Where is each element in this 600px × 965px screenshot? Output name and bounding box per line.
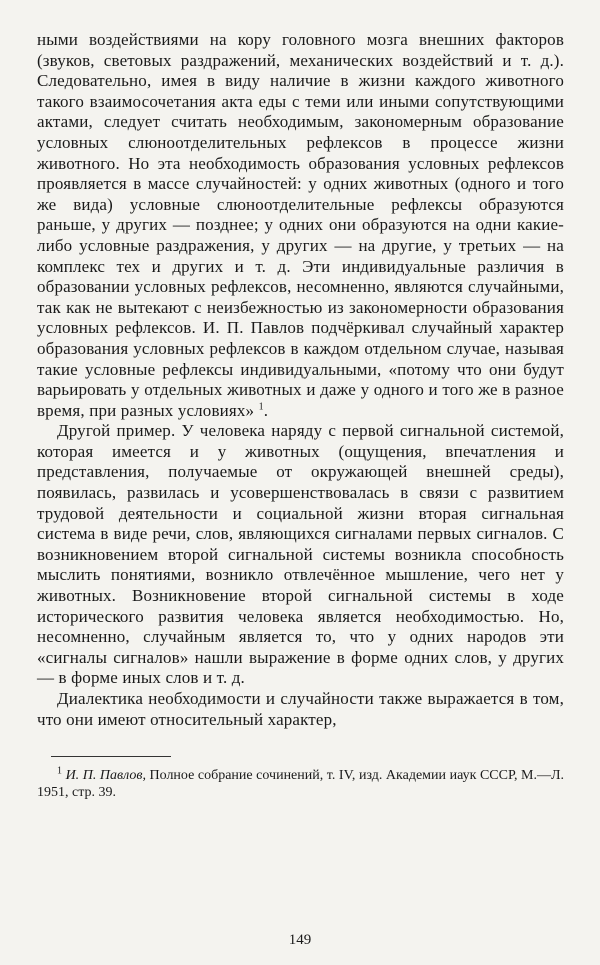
footnote-divider (51, 756, 171, 757)
paragraph-1: ными воздействиями на кору головного мозга внешних факторов (звуков, световых раздражений, механических воздействий и т. д.). Следовательно, имея в виду наличие в жизни каждого животного такого взаимосочетания акта еды с теми или иными сопутствующими актами, следует считать необходимым, закономерным образование условных слюноотделительных рефлексов в процессе жизни животного. Но эта необходимость образования условных рефлексов проявляется в массе случайностей: у одних животных (одного и того же вида) условные слюноотделительные рефлексы образуются раньше, у других — позднее; у одних они образуются на одни какие-либо условные раздражения, у других — на другие, у третьих — на комплекс тех и других и т. д. Эти индивидуальные различия в образовании условных рефлексов, несомненно, являются случайными, так как не вытекают с неизбежностью из закономерности образования условных рефлексов. И. П. Павлов подчёркивал случайный характер образования условных рефлексов в каждом отдельном случае, называя такие условные рефлексы индивидуальными, «потому что они будут варьировать у отдельных животных и даже у одного и того же в разное время, при разных условиях» $^1$. (37, 30, 564, 420)
main-text (37, 30, 564, 730)
footnote-text: Полное собрание сочинений, т. IV, изд. Академии иаук СССР, М.—Л. 1951, стр. 39. (37, 768, 564, 801)
paragraph-3: Диалектика необходимости и случайности также выражается в том, что они имеют относительный характер, (37, 689, 564, 729)
page-number: 149 (288, 932, 312, 948)
paragraph-2: Другой пример. У человека наряду с первой сигнальной системой, которая имеется и у животных (ощущения, впечатления и представления, получаемые от окружающей внешней среды), появилась, развилась и усовершенствовалась в связи с развитием трудовой деятельности и социальной жизни вторая сигнальная система в виде речи, слов, являющихся сигналами первых сигналов. С возникновением второй сигнальной системы возникла способность мыслить понятиями, возникло отвлечённое мышление, чего нет у животных. Возникновение второй сигнальной системы в ходе исторического развития человека является необходимостью. Но, несомненно, случайным является то, что у одних народов эти «сигналы сигналов» нашли выражение в форме одних слов, у других — в форме иных слов и т. д. (37, 421, 564, 688)
footnote-marker: 1 (57, 765, 62, 777)
footnote (37, 767, 564, 801)
footnote-author: И. П. Павлов, (65, 768, 146, 784)
footnote-reference: 1 (258, 401, 264, 413)
